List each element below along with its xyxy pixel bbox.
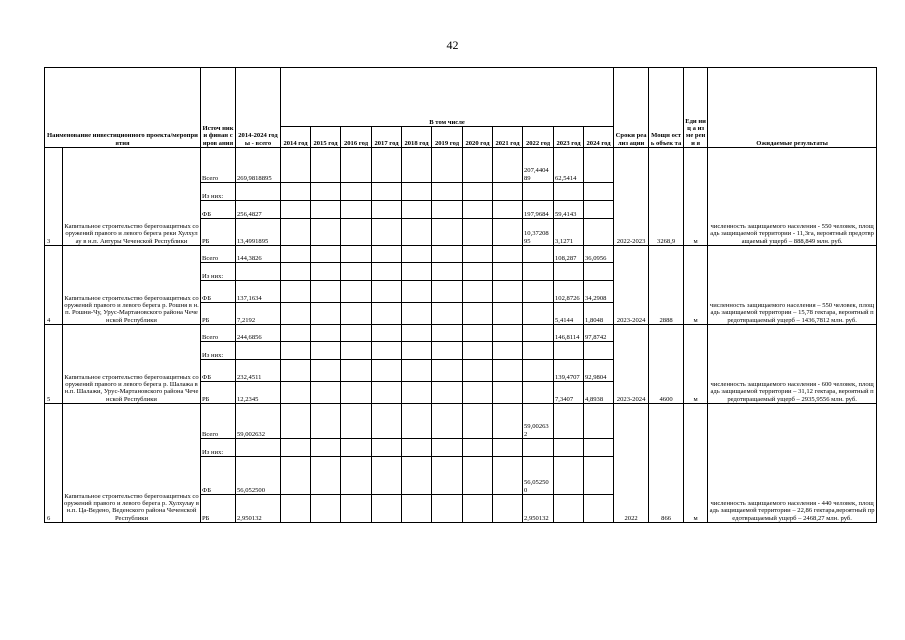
year-2024-value: 34,2908 [584,281,614,303]
funding-source: РБ [201,303,236,325]
year-value [281,382,311,404]
year-2024-value [584,404,614,439]
year-value [281,360,311,382]
year-value [372,439,402,457]
year-2022-value [523,342,554,360]
year-value [402,183,432,201]
year-value [281,183,311,201]
funding-source: РБ [201,219,236,246]
year-value [341,342,372,360]
year-value [281,303,311,325]
year-value [493,325,523,342]
year-2024-value [584,457,614,495]
year-value [341,495,372,523]
year-value [402,342,432,360]
year-2023-value: 59,4143 [554,201,584,219]
year-2024-value: 97,8742 [584,325,614,342]
header-year: 2021 год [493,127,523,148]
funding-source: РБ [201,495,236,523]
header-unit: Еди ниц а изме рени я [684,68,708,148]
year-value [311,281,341,303]
year-value [341,246,372,263]
year-value [432,457,463,495]
header-year: 2023 год [554,127,584,148]
year-value [402,382,432,404]
year-value [341,281,372,303]
year-value [281,457,311,495]
year-value [281,495,311,523]
year-value [463,325,493,342]
year-value [311,325,341,342]
year-2024-value [584,201,614,219]
project-unit: м [684,404,708,523]
funding-source: Из них: [201,342,236,360]
year-value [432,148,463,183]
year-2023-value: 146,8114 [554,325,584,342]
header-year: 2018 год [402,127,432,148]
year-value [311,457,341,495]
header-terms: Сроки реализ ации [614,68,649,148]
header-capacity: Мощн ость объек та [649,68,684,148]
year-value [311,303,341,325]
year-value [311,360,341,382]
year-value [463,148,493,183]
year-value [493,342,523,360]
year-2022-value: 56,052500 [523,457,554,495]
year-value [432,439,463,457]
total-value: 12,2345 [236,382,281,404]
year-2022-value: 10,3720895 [523,219,554,246]
year-2023-value: 5,4144 [554,303,584,325]
year-2022-value [523,303,554,325]
project-results: численность защищаемого населения – 550 человек, площадь защищаемой территории – 15,78 гектара, вероятный предотвращаемый ущерб – 1436,7812 млн. руб. [708,246,877,325]
total-value: 7,2192 [236,303,281,325]
year-2024-value [584,219,614,246]
year-value [372,246,402,263]
year-value [463,457,493,495]
year-value [281,342,311,360]
project-terms: 2023-2024 [614,246,649,325]
year-value [432,183,463,201]
year-value [372,281,402,303]
year-2024-value: 1,8048 [584,303,614,325]
year-value [463,382,493,404]
year-2023-value [554,495,584,523]
year-value [372,382,402,404]
year-value [402,404,432,439]
header-total: 2014-2024 годы - всего [236,68,281,148]
year-value [341,457,372,495]
total-value: 13,4991895 [236,219,281,246]
year-value [432,246,463,263]
funding-source: Из них: [201,263,236,281]
year-2023-value [554,342,584,360]
year-2023-value: 7,3407 [554,382,584,404]
project-results: численность защищаемого населения - 600 человек, площадь защищаемой территории – 31,12 гектара, вероятный предотвращаемый ущерб – 2935,9556 млн. руб. [708,325,877,404]
project-index: 4 [45,246,63,325]
year-value [402,263,432,281]
year-2023-value: 139,4707 [554,360,584,382]
year-value [463,246,493,263]
year-value [311,439,341,457]
year-2022-value: 59,002632 [523,404,554,439]
year-2023-value: 3,1271 [554,219,584,246]
year-value [281,219,311,246]
year-2024-value [584,263,614,281]
header-name: Наименование инвестиционного проекта/мероприятия [45,68,201,148]
year-value [463,281,493,303]
total-value: 269,9818895 [236,148,281,183]
investment-projects-table [44,67,877,523]
year-value [372,457,402,495]
year-value [493,404,523,439]
project-index: 3 [45,148,63,246]
year-value [463,183,493,201]
year-value [341,360,372,382]
year-value [432,281,463,303]
project-unit: м [684,246,708,325]
year-value [341,148,372,183]
funding-source: Всего [201,148,236,183]
year-2022-value [523,263,554,281]
year-value [372,360,402,382]
year-value [311,263,341,281]
year-value [281,148,311,183]
year-value [281,325,311,342]
year-value [311,219,341,246]
project-unit: м [684,325,708,404]
year-2022-value: 197,9684 [523,201,554,219]
page-number: 42 [446,38,459,52]
header-year: 2020 год [463,127,493,148]
table-row [45,325,877,342]
year-2022-value [523,246,554,263]
year-value [432,404,463,439]
funding-source: ФБ [201,360,236,382]
year-value [463,360,493,382]
year-value [402,281,432,303]
table-row [45,246,877,263]
funding-source: РБ [201,382,236,404]
year-value [432,219,463,246]
funding-source: Всего [201,404,236,439]
header-year: 2017 год [372,127,402,148]
year-value [372,201,402,219]
funding-source: ФБ [201,457,236,495]
header-including: В том числе [281,68,614,127]
year-2022-value [523,439,554,457]
year-2024-value [584,439,614,457]
year-value [372,303,402,325]
total-value: 244,6856 [236,325,281,342]
year-value [493,457,523,495]
header-year: 2022 год [523,127,554,148]
year-value [432,382,463,404]
header-year: 2014 год [281,127,311,148]
year-value [463,439,493,457]
year-value [432,325,463,342]
project-index: 5 [45,325,63,404]
year-value [493,201,523,219]
year-2024-value: 36,0956 [584,246,614,263]
table-row [45,404,877,439]
year-value [463,404,493,439]
year-value [281,439,311,457]
year-value [311,404,341,439]
year-2024-value: 4,8938 [584,382,614,404]
year-value [493,219,523,246]
year-value [493,360,523,382]
header-year: 2016 год [341,127,372,148]
year-value [402,303,432,325]
year-value [372,148,402,183]
year-value [493,263,523,281]
year-value [463,495,493,523]
project-results: численность защищаемого населения - 440 человек, площадь защищаемой территории – 22,86 гектара,вероятный предотвращаемый ущерб – 2468,27 млн. руб. [708,404,877,523]
table-row [45,148,877,183]
year-value [402,219,432,246]
year-value [402,360,432,382]
year-2023-value: 102,8726 [554,281,584,303]
total-value [236,342,281,360]
year-value [372,404,402,439]
project-name: Капитальное строительство берегозащитных сооружений правого и левого берега р. Рошня в н.п. Рошни-Чу, Урус-Мартановского района Чеченской Республики [63,246,201,325]
year-value [432,495,463,523]
year-value [281,404,311,439]
year-2023-value [554,439,584,457]
year-value [463,303,493,325]
funding-source: Всего [201,246,236,263]
project-unit: м [684,148,708,246]
year-value [372,325,402,342]
funding-source: ФБ [201,201,236,219]
project-capacity: 4600 [649,325,684,404]
year-value [432,303,463,325]
year-value [493,246,523,263]
total-value: 232,4511 [236,360,281,382]
project-capacity: 2888 [649,246,684,325]
year-value [311,495,341,523]
year-value [432,360,463,382]
header-year: 2015 год [311,127,341,148]
year-value [402,495,432,523]
year-value [493,183,523,201]
year-value [493,495,523,523]
year-value [372,342,402,360]
year-value [402,246,432,263]
year-value [463,201,493,219]
year-value [311,201,341,219]
project-results: численность защищаемого населения - 550 человек, площадь защищаемой территории - 11,3га, вероятный предотвращаемый ущерб – 888,849 млн. руб. [708,148,877,246]
year-value [402,201,432,219]
project-index: 6 [45,404,63,523]
funding-source: Из них: [201,183,236,201]
year-2024-value [584,183,614,201]
project-terms: 2023-2024 [614,325,649,404]
total-value: 2,950132 [236,495,281,523]
year-2023-value [554,404,584,439]
table-body [45,148,877,523]
header-year: 2024 год [584,127,614,148]
year-value [432,201,463,219]
year-value [463,342,493,360]
year-2024-value [584,148,614,183]
year-value [341,219,372,246]
year-value [493,439,523,457]
year-value [432,342,463,360]
year-value [281,281,311,303]
total-value: 56,052500 [236,457,281,495]
year-2022-value [523,183,554,201]
year-2023-value: 62,5414 [554,148,584,183]
year-2022-value [523,281,554,303]
total-value: 256,4827 [236,201,281,219]
year-value [402,457,432,495]
total-value: 59,002632 [236,404,281,439]
total-value: 137,1634 [236,281,281,303]
year-value [402,148,432,183]
year-value [341,439,372,457]
year-2023-value [554,263,584,281]
year-value [463,263,493,281]
total-value [236,263,281,281]
year-value [493,148,523,183]
year-2022-value [523,325,554,342]
year-value [311,342,341,360]
header-results: Ожидаемые результаты [708,68,877,148]
year-value [402,439,432,457]
year-value [372,263,402,281]
year-value [372,495,402,523]
year-value [341,325,372,342]
total-value [236,439,281,457]
year-value [493,303,523,325]
project-terms: 2022-2023 [614,148,649,246]
year-value [281,263,311,281]
funding-source: ФБ [201,281,236,303]
year-value [341,303,372,325]
year-value [341,382,372,404]
year-2024-value [584,342,614,360]
year-2023-value [554,457,584,495]
year-2023-value [554,183,584,201]
year-2022-value: 2,950132 [523,495,554,523]
year-value [341,263,372,281]
year-value [493,382,523,404]
year-value [372,183,402,201]
year-value [493,281,523,303]
year-value [281,201,311,219]
year-value [281,246,311,263]
header-source: Источ ники финан сиров ания [201,68,236,148]
funding-source: Всего [201,325,236,342]
year-2024-value: 92,9804 [584,360,614,382]
year-2022-value: 207,440489 [523,148,554,183]
total-value [236,183,281,201]
year-value [463,219,493,246]
year-value [311,148,341,183]
project-terms: 2022 [614,404,649,523]
year-value [311,183,341,201]
year-2024-value [584,495,614,523]
year-value [372,219,402,246]
project-capacity: 866 [649,404,684,523]
project-name: Капитальное строительство берегозащитных сооружений правого и левого берега р. Хулхулау в н.п. Ца-Ведено, Веденского района Чеченской Республики [63,404,201,523]
project-capacity: 3268,9 [649,148,684,246]
year-value [341,201,372,219]
year-value [402,325,432,342]
project-name: Капитальное строительство берегозащитных сооружений правого и левого берега р. Шалажа в н.п. Шалажи, Урус-Мартановского района Чеченской Республики [63,325,201,404]
funding-source: Из них: [201,439,236,457]
year-2022-value [523,360,554,382]
project-name: Капитальное строительство берегозащитных сооружений правого и левого берега реки Хулхулау в н.п. Автуры Чеченской Республики [63,148,201,246]
year-value [432,263,463,281]
year-value [311,382,341,404]
year-value [341,183,372,201]
year-2022-value [523,382,554,404]
header-year: 2019 год [432,127,463,148]
total-value: 144,3826 [236,246,281,263]
year-value [341,404,372,439]
year-2023-value: 108,287 [554,246,584,263]
year-value [311,246,341,263]
